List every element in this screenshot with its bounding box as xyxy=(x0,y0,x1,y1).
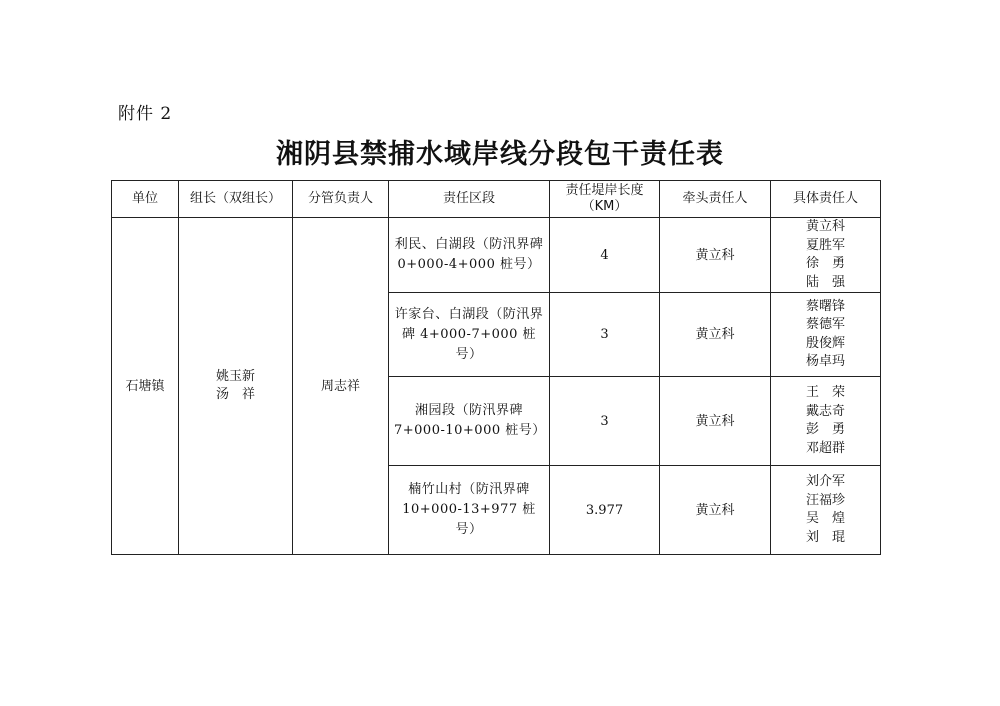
person-name: 王 荣 xyxy=(805,385,845,400)
person-name: 刘介军 xyxy=(805,474,845,489)
person-name: 吴 煌 xyxy=(805,511,845,526)
header-length: 责任堤岸长度（KM） xyxy=(550,181,660,218)
leader-names xyxy=(216,368,255,405)
header-segment: 责任区段 xyxy=(389,181,550,218)
lead-person-name: 黄立科 xyxy=(695,502,735,518)
unit-cell xyxy=(112,218,179,555)
person-name: 汪福珍 xyxy=(805,492,845,508)
document-title: 湘阴县禁捕水域岸线分段包干责任表 xyxy=(276,139,724,170)
person-name: 殷俊辉 xyxy=(805,335,845,351)
specific-persons-cell xyxy=(771,293,881,377)
lead-person-name: 黄立科 xyxy=(695,327,735,342)
header-specific-persons: 具体责任人 xyxy=(771,181,881,218)
length-cell xyxy=(550,293,660,377)
lead-person-cell xyxy=(660,377,771,466)
lead-person-name: 黄立科 xyxy=(695,413,735,429)
segment-cell xyxy=(389,218,550,293)
person-list xyxy=(806,218,845,292)
person-name: 黄立科 xyxy=(805,219,845,234)
segment-text: 湘园段（防汛界碑 7+000-10+000 桩号） xyxy=(394,403,546,438)
person-name: 刘 琨 xyxy=(805,529,845,545)
person-name: 夏胜军 xyxy=(805,237,845,253)
header-in-charge: 分管负责人 xyxy=(293,181,389,218)
segment-cell xyxy=(389,466,550,555)
lead-person-cell xyxy=(660,293,771,377)
length-value: 4 xyxy=(600,247,609,263)
person-name: 徐 勇 xyxy=(805,256,845,271)
length-cell xyxy=(550,377,660,466)
length-value: 3 xyxy=(600,327,609,342)
leader-cell xyxy=(179,218,293,555)
person-list xyxy=(806,384,845,458)
person-name: 彭 勇 xyxy=(805,422,845,437)
lead-person-name: 黄立科 xyxy=(695,247,735,263)
header-lead-person: 牵头责任人 xyxy=(660,181,771,218)
person-name: 陆 强 xyxy=(805,274,845,290)
segment-text: 许家台、白湖段（防汛界碑 4+000-7+000 桩号） xyxy=(394,306,544,362)
in-charge-name: 周志祥 xyxy=(320,378,360,394)
person-name: 蔡曙锋 xyxy=(805,298,845,314)
lead-person-cell xyxy=(660,218,771,293)
header-unit: 单位 xyxy=(112,181,179,218)
annex-label: 附件 2 xyxy=(118,104,173,124)
person-name: 杨卓玛 xyxy=(805,354,845,369)
length-value: 3 xyxy=(600,413,609,429)
length-cell xyxy=(550,466,660,555)
table-header-row xyxy=(112,181,881,218)
person-list xyxy=(806,473,845,547)
length-value: 3.977 xyxy=(585,502,624,518)
specific-persons-cell xyxy=(771,466,881,555)
person-name: 蔡德军 xyxy=(805,317,845,332)
segment-text: 利民、白湖段（防汛界碑 0+000-4+000 桩号） xyxy=(394,237,544,272)
specific-persons-cell xyxy=(771,218,881,293)
segment-cell xyxy=(389,377,550,466)
leader-name: 姚玉新 xyxy=(215,368,255,384)
responsibility-table xyxy=(111,180,881,555)
in-charge-cell xyxy=(293,218,389,555)
table-row xyxy=(112,218,881,293)
segment-text: 楠竹山村（防汛界碑 10+000-13+977 桩号） xyxy=(402,482,536,537)
person-name: 戴志奇 xyxy=(805,403,845,419)
specific-persons-cell xyxy=(771,377,881,466)
header-leader: 组长（双组长） xyxy=(179,181,293,218)
lead-person-cell xyxy=(660,466,771,555)
segment-cell xyxy=(389,293,550,377)
person-list xyxy=(806,298,845,372)
length-cell xyxy=(550,218,660,293)
leader-name: 汤 祥 xyxy=(215,387,255,402)
unit-name: 石塘镇 xyxy=(125,378,165,394)
person-name: 邓超群 xyxy=(805,440,845,456)
